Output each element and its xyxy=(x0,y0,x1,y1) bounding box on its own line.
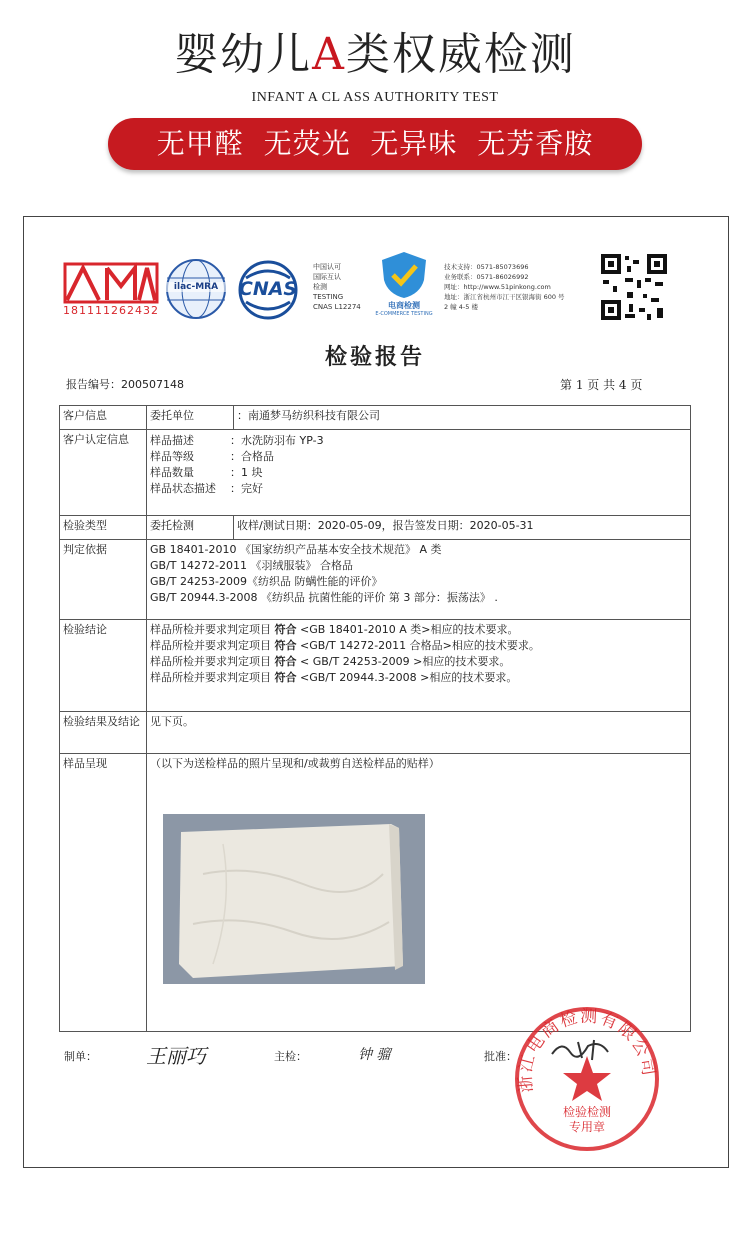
stamp-line2: 专用章 xyxy=(568,1120,606,1134)
checker-label: 主检： xyxy=(274,1050,307,1063)
ilac-logo xyxy=(165,258,227,320)
sample-row-value: ：水洗防羽布 YP-3 xyxy=(230,434,324,447)
entrust-value: ：南通梦马纺织科技有限公司 xyxy=(234,406,691,430)
approver-scribble-icon xyxy=(548,1036,618,1062)
qr-code xyxy=(599,252,669,322)
conclusion-post: <GB 18401-2010 A 类>相应的技术要求。 xyxy=(296,623,519,636)
client-info-label: 客户信息 xyxy=(60,406,147,430)
conclusion-pre: 样品所检并要求判定项目 xyxy=(150,655,275,668)
stamp-ring-text: 浙江电商检测有限公司 xyxy=(515,1006,659,1094)
contact-line: 地址：浙江省杭州市江干区银海街 600 号 xyxy=(444,293,565,301)
sample-row xyxy=(150,481,687,497)
contact-line: 业务联系：0571-86026992 xyxy=(444,273,529,281)
cma-logo xyxy=(63,260,159,320)
qr-code-icon xyxy=(599,252,669,322)
conclusion-post: <GB/T 14272-2011 合格品>相应的技术要求。 xyxy=(296,639,540,652)
test-type-value: 委托检测 xyxy=(147,516,234,540)
contact-info xyxy=(444,262,594,312)
ecommerce-testing-logo xyxy=(374,250,434,320)
sample-fabric-photo xyxy=(163,814,425,984)
basis-line: GB/T 20944.3-2008 《纺织品 抗菌性能的评价 第 3 部分：振荡法》 . xyxy=(150,591,498,604)
report-number: 报告编号：200507148 xyxy=(66,378,184,391)
conclusion-verdict: 符合 xyxy=(274,623,297,636)
conclusion-line xyxy=(150,638,687,654)
confirm-info-label: 客户认定信息 xyxy=(60,430,147,516)
sample-row xyxy=(150,449,687,465)
basis-label: 判定依据 xyxy=(60,540,147,620)
conclusion-line xyxy=(150,654,687,670)
accreditation-text xyxy=(313,262,369,312)
result-value: 见下页。 xyxy=(147,712,691,754)
page-title xyxy=(0,18,750,82)
basis-line: GB 18401-2010 《国家纺织产品基本安全技术规范》 A 类 xyxy=(150,543,442,556)
basis-line: GB/T 24253-2009《纺织品 防螨性能的评价》 xyxy=(150,575,383,588)
conclusion-pre: 样品所检并要求判定项目 xyxy=(150,639,275,652)
contact-line: 网址：http://www.51pinkong.com xyxy=(444,283,551,291)
sample-row-label: 样品数量 xyxy=(150,466,194,479)
maker-signature: 王丽巧 xyxy=(146,1044,206,1068)
maker-label: 制单： xyxy=(64,1050,97,1063)
ilac-text: ilac-MRA xyxy=(165,282,227,292)
conclusion-pre: 样品所检并要求判定项目 xyxy=(150,623,275,636)
report-title: 检验报告 xyxy=(324,344,425,370)
basis-cell xyxy=(147,540,691,620)
conclusion-label: 检验结论 xyxy=(60,620,147,712)
shield-check-icon xyxy=(374,250,434,300)
entrust-label: 委托单位 xyxy=(147,406,234,430)
title-part1: 婴幼儿 xyxy=(174,29,313,80)
ecommerce-en: E-COMMERCE TESTING xyxy=(375,311,433,317)
feature-banner: 无甲醛 无荧光 无异味 无芳香胺 xyxy=(108,118,642,170)
sample-row-label: 样品等级 xyxy=(150,450,194,463)
fabric-image xyxy=(163,814,425,984)
contact-line: 技术支持：0571-85073696 xyxy=(444,263,529,271)
title-part2: 类权威检测 xyxy=(345,29,576,80)
result-label: 检验结果及结论 xyxy=(60,712,147,754)
conclusion-post: < GB/T 24253-2009 >相应的技术要求。 xyxy=(296,655,511,668)
sample-presentation-note: （以下为送检样品的照片呈现和/或裁剪自送检样品的贴样） xyxy=(150,757,440,770)
cnas-logo xyxy=(232,260,304,320)
title-red-letter: A xyxy=(312,29,346,80)
accreditation-line: 国际互认 xyxy=(313,273,341,281)
checker-signature: 钟 骝 xyxy=(358,1047,391,1063)
sample-row-value: ：合格品 xyxy=(230,450,274,463)
ecommerce-name: 电商检测 xyxy=(388,301,420,310)
conclusion-line xyxy=(150,622,687,638)
conclusion-verdict: 符合 xyxy=(274,671,297,684)
conclusion-line xyxy=(150,670,687,686)
accreditation-line: CNAS L12274 xyxy=(313,303,361,311)
approver-label: 批准： xyxy=(484,1050,517,1063)
conclusion-verdict: 符合 xyxy=(274,655,297,668)
sample-row xyxy=(150,465,687,481)
stamp-icon xyxy=(512,1004,662,1154)
test-type-label: 检验类型 xyxy=(60,516,147,540)
page-indicator: 第 1 页 共 4 页 xyxy=(560,378,643,392)
sample-row xyxy=(150,433,687,449)
basis-line: GB/T 14272-2011 《羽绒服装》 合格品 xyxy=(150,559,353,572)
sample-row-value: ：1 块 xyxy=(230,466,263,479)
sample-info-cell xyxy=(147,430,691,516)
sample-row-label: 样品描述 xyxy=(150,434,194,447)
accreditation-line: 中国认可 xyxy=(313,263,341,271)
page-subtitle: INFANT A CL ASS AUTHORITY TEST xyxy=(251,90,499,105)
approver-signature xyxy=(548,1036,618,1062)
conclusion-verdict: 符合 xyxy=(274,639,297,652)
sample-row-value: ：完好 xyxy=(230,482,263,495)
contact-line: 2 幢 4-5 楼 xyxy=(444,303,478,311)
accreditation-line: TESTING xyxy=(313,293,344,301)
cma-number: 181111262432 xyxy=(63,304,159,317)
cnas-text: CNAS xyxy=(238,278,298,300)
sample-presentation-label: 样品呈现 xyxy=(60,754,147,1032)
conclusion-cell xyxy=(147,620,691,712)
stamp-line1: 检验检测 xyxy=(562,1105,612,1119)
test-dates: 收样/测试日期：2020-05-09，报告签发日期：2020-05-31 xyxy=(234,516,691,540)
official-stamp xyxy=(512,1004,662,1154)
sample-row-label: 样品状态描述 xyxy=(150,482,216,495)
conclusion-post: <GB/T 20944.3-2008 >相应的技术要求。 xyxy=(296,671,518,684)
conclusion-pre: 样品所检并要求判定项目 xyxy=(150,671,275,684)
accreditation-line: 检测 xyxy=(313,283,327,291)
